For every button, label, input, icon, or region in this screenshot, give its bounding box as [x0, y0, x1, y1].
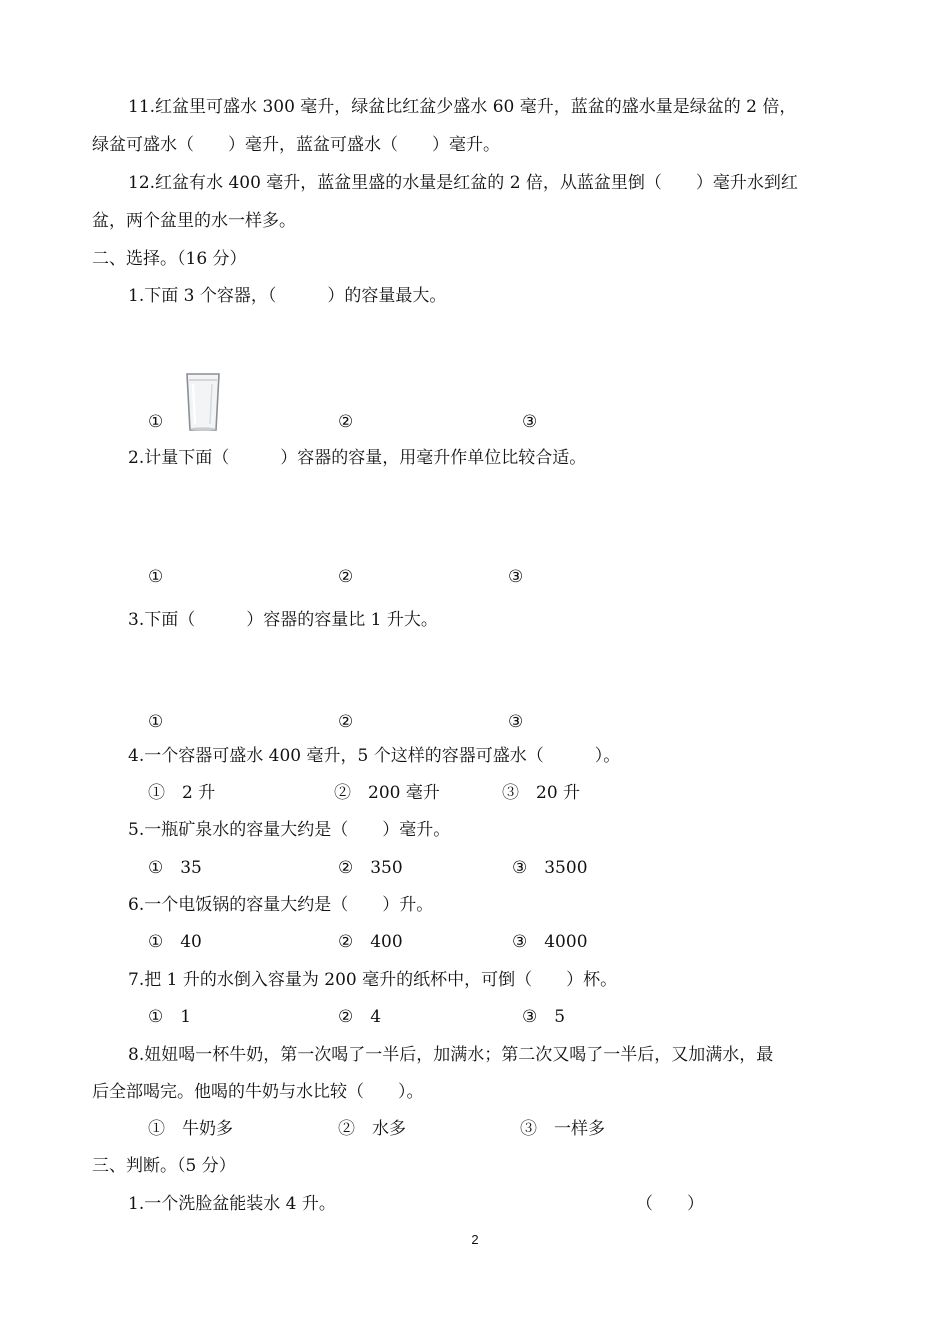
- s2-q5-opt2: ② 350: [338, 858, 403, 878]
- s2-q6-text: 6.一个电饭锅的容量大约是（ ）升。: [128, 895, 434, 915]
- s2-q3-opt1: ①: [148, 712, 164, 732]
- s2-q3-opt2: ②: [338, 712, 354, 732]
- s2-q1-opt3: ③: [522, 412, 538, 432]
- s2-q5-opt3: ③ 3500: [512, 858, 588, 878]
- s3-q1-text: 1.一个洗脸盆能装水 4 升。: [128, 1194, 336, 1214]
- s2-q5-text: 5.一瓶矿泉水的容量大约是（ ）毫升。: [128, 820, 451, 840]
- s2-q1-opt1: ①: [148, 412, 164, 432]
- glass-icon: [184, 372, 222, 432]
- s2-q8-opt1: ① 牛奶多: [148, 1119, 233, 1139]
- s2-q5-opt1: ① 35: [148, 858, 202, 878]
- s2-q6-opt1: ① 40: [148, 932, 202, 952]
- s2-q8-line1: 8.妞妞喝一杯牛奶，第一次喝了一半后，加满水；第二次又喝了一半后，又加满水，最: [128, 1045, 774, 1065]
- s2-q2-opt1: ①: [148, 567, 164, 587]
- q12-line2: 盆，两个盆里的水一样多。: [92, 211, 296, 231]
- s2-q4-text: 4.一个容器可盛水 400 毫升，5 个这样的容器可盛水（ ）。: [128, 746, 621, 766]
- s2-q4-opt3: ③ 20 升: [502, 783, 581, 803]
- s2-q6-opt3: ③ 4000: [512, 932, 588, 952]
- q12-line1: 12.红盆有水 400 毫升，蓝盆里盛的水量是红盆的 2 倍，从蓝盆里倒（ ）毫升水到红: [128, 173, 798, 193]
- s2-q3-text: 3.下面（ ）容器的容量比 1 升大。: [128, 610, 438, 630]
- s2-q2-opt3: ③: [508, 567, 524, 587]
- q11-line2: 绿盆可盛水（ ）毫升，蓝盆可盛水（ ）毫升。: [92, 135, 500, 155]
- section3-heading: 三、判断。（5 分）: [92, 1156, 236, 1176]
- s2-q7-text: 7.把 1 升的水倒入容量为 200 毫升的纸杯中，可倒（ ）杯。: [128, 970, 618, 990]
- s2-q1-text: 1.下面 3 个容器，（ ）的容量最大。: [128, 286, 447, 306]
- s2-q8-opt2: ② 水多: [338, 1119, 406, 1139]
- s2-q7-opt2: ② 4: [338, 1007, 382, 1027]
- s2-q1-opt2: ②: [338, 412, 354, 432]
- s2-q8-opt3: ③ 一样多: [520, 1119, 605, 1139]
- s2-q4-opt1: ① 2 升: [148, 783, 216, 803]
- s3-q1-answer-box[interactable]: （ ）: [636, 1194, 704, 1214]
- q11-line1: 11.红盆里可盛水 300 毫升，绿盆比红盆少盛水 60 毫升，蓝盆的盛水量是绿盆的 2 倍，: [128, 97, 797, 117]
- s2-q4-opt2: ② 200 毫升: [334, 783, 440, 803]
- s2-q7-opt3: ③ 5: [522, 1007, 566, 1027]
- s2-q7-opt1: ① 1: [148, 1007, 192, 1027]
- s2-q6-opt2: ② 400: [338, 932, 403, 952]
- s2-q8-line2: 后全部喝完。他喝的牛奶与水比较（ ）。: [92, 1082, 424, 1102]
- s2-q2-opt2: ②: [338, 567, 354, 587]
- s2-q3-opt3: ③: [508, 712, 524, 732]
- s2-q2-text: 2.计量下面（ ）容器的容量，用毫升作单位比较合适。: [128, 448, 587, 468]
- page-number: 2: [471, 1232, 479, 1247]
- section2-heading: 二、选择。（16 分）: [92, 249, 247, 269]
